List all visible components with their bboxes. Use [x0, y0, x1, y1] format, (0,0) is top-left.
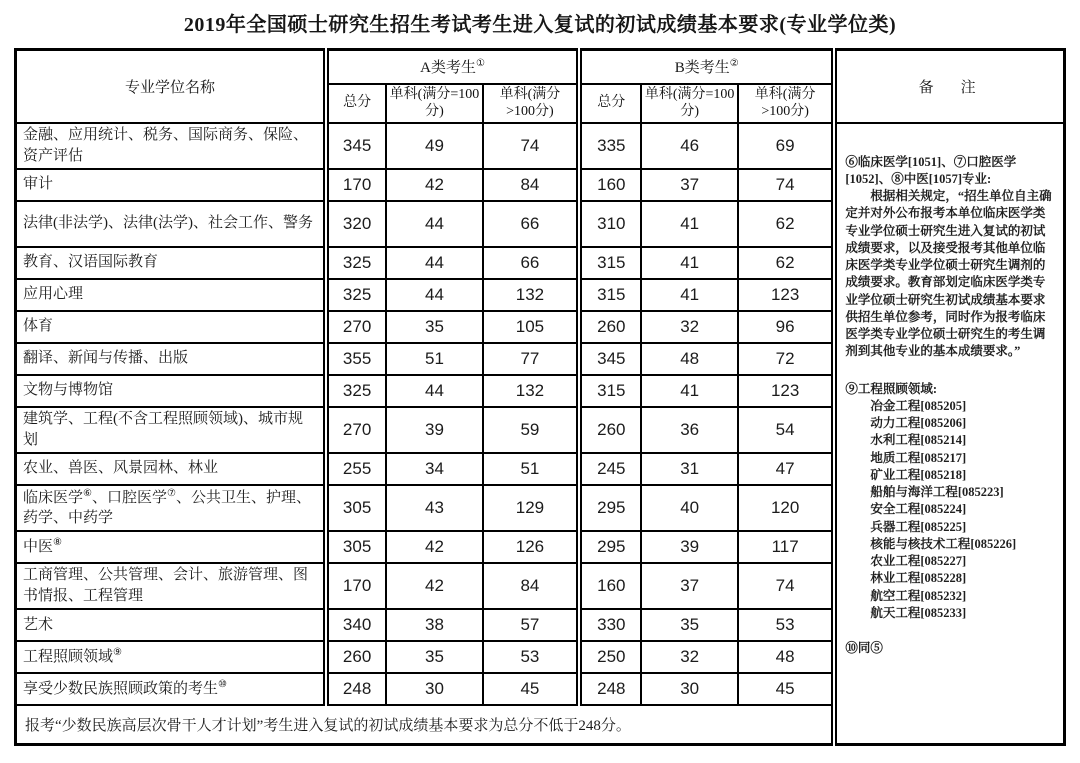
score-cell-b-0: 315: [579, 279, 641, 311]
degree-name-cell: 艺术: [16, 609, 326, 641]
score-cell-a-2: 126: [483, 531, 579, 563]
score-cell-a-1: 42: [386, 531, 482, 563]
score-cell-a-1: 44: [386, 279, 482, 311]
score-cell-a-2: 59: [483, 407, 579, 453]
score-cell-a-2: 66: [483, 201, 579, 247]
engineering-field-item: 航天工程[085233]: [870, 605, 967, 620]
col-header-a-single-gt100: 单科(满分>100分): [483, 84, 579, 123]
group-b-header: [579, 50, 834, 84]
degree-name-cell: 金融、应用统计、税务、国际商务、保险、资产评估: [16, 123, 326, 169]
score-cell-b-2: 62: [738, 201, 834, 247]
group-a-header: [326, 50, 579, 84]
degree-name-cell: 享受少数民族照顾政策的考生⑩: [16, 673, 326, 705]
engineering-field-item: 核能与核技术工程[085226]: [870, 536, 1017, 551]
score-cell-b-2: 62: [738, 247, 834, 279]
score-cell-a-1: 38: [386, 609, 482, 641]
score-cell-a-0: 355: [326, 343, 386, 375]
score-cell-b-0: 345: [579, 343, 641, 375]
page-title: 2019年全国硕士研究生招生考试考生进入复试的初试成绩基本要求(专业学位类): [183, 14, 897, 36]
score-cell-b-1: 40: [641, 485, 737, 531]
score-cell-b-1: 31: [641, 453, 737, 485]
score-cell-a-2: 105: [483, 311, 579, 343]
engineering-field-item: 林业工程[085228]: [870, 571, 967, 586]
score-cell-a-1: 42: [386, 169, 482, 201]
remarks-cell: [834, 123, 1064, 745]
score-cell-a-2: 53: [483, 641, 579, 673]
degree-name-cell: 建筑学、工程(不含工程照顾领域)、城市规划: [16, 407, 326, 453]
score-cell-b-2: 74: [738, 563, 834, 609]
score-cell-a-2: 77: [483, 343, 579, 375]
score-cell-a-0: 255: [326, 453, 386, 485]
engineering-field-item: 航空工程[085232]: [870, 588, 967, 603]
score-cell-b-0: 260: [579, 311, 641, 343]
score-cell-a-1: 35: [386, 311, 482, 343]
engineering-field-item: 矿业工程[085218]: [870, 467, 967, 482]
engineering-note-title: ⑨工程照顾领域:: [845, 381, 938, 396]
clinical-note-title: ⑥临床医学[1051]、⑦口腔医学[1052]、⑧中医[1057]专业:: [845, 154, 1017, 186]
score-cell-b-2: 47: [738, 453, 834, 485]
score-cell-b-2: 123: [738, 279, 834, 311]
score-cell-a-1: 42: [386, 563, 482, 609]
score-table-wrapper: [14, 48, 1066, 746]
engineering-field-item: 冶金工程[085205]: [870, 398, 967, 413]
score-cell-a-2: 129: [483, 485, 579, 531]
group-b-label: B类考生: [674, 60, 730, 77]
score-cell-b-1: 32: [641, 641, 737, 673]
score-cell-b-1: 41: [641, 247, 737, 279]
score-cell-b-0: 310: [579, 201, 641, 247]
engineering-field-item: 动力工程[085206]: [870, 416, 967, 430]
score-cell-b-2: 123: [738, 375, 834, 407]
score-cell-b-0: 260: [579, 407, 641, 453]
score-cell-a-0: 320: [326, 201, 386, 247]
engineering-field-item: 船舶与海洋工程[085223]: [870, 485, 1004, 499]
score-cell-b-2: 117: [738, 531, 834, 563]
score-cell-a-0: 305: [326, 531, 386, 563]
score-cell-b-1: 39: [641, 531, 737, 563]
engineering-field-item: 地质工程[085217]: [870, 450, 967, 465]
score-cell-b-0: 248: [579, 673, 641, 705]
score-cell-a-0: 270: [326, 407, 386, 453]
score-cell-a-0: 345: [326, 123, 386, 169]
degree-name-cell: 体育: [16, 311, 326, 343]
score-cell-a-1: 39: [386, 407, 482, 453]
score-cell-b-0: 315: [579, 247, 641, 279]
score-cell-b-1: 41: [641, 375, 737, 407]
score-cell-b-2: 120: [738, 485, 834, 531]
col-header-a-total: 总分: [326, 84, 386, 123]
score-cell-a-2: 45: [483, 673, 579, 705]
degree-name-cell: 工程照顾领域⑨: [16, 641, 326, 673]
score-cell-b-0: 160: [579, 563, 641, 609]
score-cell-b-2: 72: [738, 343, 834, 375]
score-cell-b-0: 160: [579, 169, 641, 201]
score-cell-b-1: 30: [641, 673, 737, 705]
score-cell-a-2: 84: [483, 563, 579, 609]
score-cell-a-2: 57: [483, 609, 579, 641]
score-cell-b-0: 330: [579, 609, 641, 641]
group-b-footnote-mark: ②: [729, 58, 739, 70]
score-cell-b-1: 37: [641, 169, 737, 201]
col-header-a-single100: 单科(满分=100分): [386, 84, 482, 123]
score-cell-b-2: 48: [738, 641, 834, 673]
score-cell-a-0: 340: [326, 609, 386, 641]
degree-name-cell: 工商管理、公共管理、会计、旅游管理、图书情报、工程管理: [16, 563, 326, 609]
name-column-header: 专业学位名称: [16, 50, 326, 123]
score-cell-b-1: 46: [641, 123, 737, 169]
engineering-field-item: 兵器工程[085225]: [870, 519, 967, 534]
degree-name-cell: 临床医学⑥、口腔医学⑦、公共卫生、护理、药学、中药学: [16, 485, 326, 531]
engineering-field-item: 农业工程[085227]: [870, 554, 967, 568]
score-cell-a-2: 132: [483, 375, 579, 407]
score-cell-a-1: 44: [386, 247, 482, 279]
score-cell-b-0: 250: [579, 641, 641, 673]
degree-name-cell: 审计: [16, 169, 326, 201]
group-a-label: A类考生: [420, 60, 476, 77]
score-cell-b-0: 245: [579, 453, 641, 485]
table-row: [16, 123, 1065, 169]
header-row-groups: [16, 50, 1065, 84]
score-cell-b-2: 54: [738, 407, 834, 453]
score-cell-a-2: 132: [483, 279, 579, 311]
degree-name-cell: 中医⑧: [16, 531, 326, 563]
score-cell-b-0: 335: [579, 123, 641, 169]
score-cell-b-2: 45: [738, 673, 834, 705]
degree-name-cell: 文物与博物馆: [16, 375, 326, 407]
score-cell-b-0: 315: [579, 375, 641, 407]
clinical-note-body: 根据相关规定，“招生单位自主确定并对外公布报考本单位临床医学类专业学位硕士研究生进入复试的初试成绩要求，以及接受报考其他单位临床医学类专业学位硕士研究生调剂的成绩要求。教育部划定临床医学类专业学位硕士研究生初试成绩基本要求供招生单位参考，同时作为报考临床医学类专业学位硕士研究生的考生调剂到其他专业的基本成绩要求。”: [845, 189, 1052, 359]
score-cell-a-1: 30: [386, 673, 482, 705]
score-cell-a-0: 248: [326, 673, 386, 705]
score-cell-b-1: 32: [641, 311, 737, 343]
degree-name-cell: 应用心理: [16, 279, 326, 311]
score-cell-b-2: 69: [738, 123, 834, 169]
score-cell-b-2: 74: [738, 169, 834, 201]
score-cell-a-2: 51: [483, 453, 579, 485]
score-cell-a-1: 34: [386, 453, 482, 485]
score-cell-a-0: 305: [326, 485, 386, 531]
score-cell-b-1: 41: [641, 201, 737, 247]
footer-note-cell: 报考“少数民族高层次骨干人才计划”考生进入复试的初试成绩基本要求为总分不低于248分。: [16, 705, 835, 745]
score-cell-a-1: 49: [386, 123, 482, 169]
score-cell-b-1: 41: [641, 279, 737, 311]
degree-name-cell: 教育、汉语国际教育: [16, 247, 326, 279]
score-cell-b-0: 295: [579, 531, 641, 563]
score-table: [14, 48, 1066, 746]
score-cell-a-0: 325: [326, 375, 386, 407]
score-cell-a-2: 84: [483, 169, 579, 201]
col-header-b-total: 总分: [579, 84, 641, 123]
score-cell-b-2: 96: [738, 311, 834, 343]
engineering-field-item: 水利工程[085214]: [870, 433, 967, 448]
score-cell-b-1: 48: [641, 343, 737, 375]
score-cell-a-0: 325: [326, 247, 386, 279]
group-a-footnote-mark: ①: [475, 58, 485, 70]
score-cell-a-0: 325: [326, 279, 386, 311]
engineering-field-item: 安全工程[085224]: [870, 502, 967, 517]
degree-name-cell: 农业、兽医、风景园林、林业: [16, 453, 326, 485]
score-cell-b-0: 295: [579, 485, 641, 531]
score-cell-b-1: 36: [641, 407, 737, 453]
score-cell-a-0: 270: [326, 311, 386, 343]
score-cell-a-2: 74: [483, 123, 579, 169]
minority-note: ⑩同⑤: [845, 641, 883, 655]
score-cell-b-1: 35: [641, 609, 737, 641]
score-cell-a-0: 260: [326, 641, 386, 673]
degree-name-cell: 法律(非法学)、法律(法学)、社会工作、警务: [16, 201, 326, 247]
score-cell-a-1: 51: [386, 343, 482, 375]
score-cell-a-1: 44: [386, 201, 482, 247]
remark-column-header: 备 注: [834, 50, 1064, 123]
score-cell-a-0: 170: [326, 169, 386, 201]
score-cell-a-1: 35: [386, 641, 482, 673]
score-cell-b-2: 53: [738, 609, 834, 641]
score-cell-a-1: 44: [386, 375, 482, 407]
score-cell-a-0: 170: [326, 563, 386, 609]
score-cell-b-1: 37: [641, 563, 737, 609]
degree-name-cell: 翻译、新闻与传播、出版: [16, 343, 326, 375]
score-cell-a-1: 43: [386, 485, 482, 531]
score-cell-a-2: 66: [483, 247, 579, 279]
col-header-b-single-gt100: 单科(满分>100分): [738, 84, 834, 123]
col-header-b-single100: 单科(满分=100分): [641, 84, 737, 123]
